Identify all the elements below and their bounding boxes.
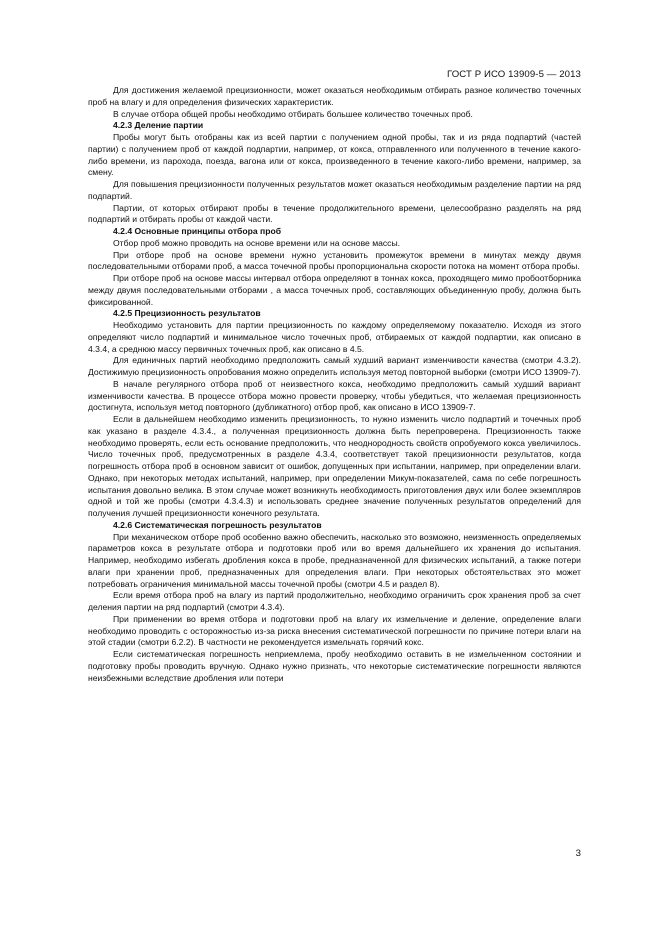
section-heading: 4.2.3 Деление партии [113,120,204,131]
paragraph: Отбор проб можно проводить на основе времени или на основе массы. [113,237,401,248]
paragraph: При отборе проб на основе времени нужно установить промежуток времени в минутах между двумя последовательными отборами проб, а масса точечной пробы пропорциональна скорости потока на момент отбора пробы. [88,249,581,272]
paragraph: Пробы могут быть отобраны как из всей партии с получением одной пробы, так и из ряда подпартий (частей партии) с получением проб от каждой подпартии, например, от кокса, отправленного или полученного в течение какого-либо времени, из парохода, поезда, вагона или от кокса, произведенного в течение какого-либо времени, например, за смену. [88,132,581,178]
section-heading: 4.2.4 Основные принципы отбора проб [113,226,281,236]
page-number: 3 [575,848,581,859]
document-header: ГОСТ Р ИСО 13909-5 — 2013 [446,69,581,80]
paragraph: Необходимо установить для партии прецизионность по каждому определяемому показателю. Исходя из этого определяют число подпартий и минимальное число точечных проб, отбираемых от каждой подпартии, как описано в 4.3.4, а среднюю массу первичных точечных проб, как описано в 4.5. [88,320,581,354]
paragraph: Если время отбора проб на влагу из партий продолжительно, необходимо ограничить срок хранения проб за счет деления партии на ряд подпартий (смотри 4.3.4). [88,590,581,612]
paragraph: Для единичных партий необходимо предположить самый худший вариант изменчивости качества (смотри 4.3.2). Достижимую прецизионность опробования можно определить используя метод повторной выборки (смотри ИСО 13909-7). [88,355,581,377]
paragraph: При применении во время отбора и подготовки проб на влагу их измельчение и деление, определение влаги необходимо проводить с осторожностью из-за риска внесения систематической погрешности по причине потери влаги на этой стадии (смотри 6.2.2). В частности не рекомендуется измельчать горячий кокс. [88,613,581,648]
document-body [88,85,581,684]
section-heading: 4.2.6 Систематическая погрешность результатов [113,519,322,530]
paragraph: В начале регулярного отбора проб от неизвестного кокса, необходимо предположить самый худший вариант изменчивости качества. В процессе отбора можно провести проверку, чтобы убедиться, что желаемая прецизионность достигнута, используя метод повторного (дубликатного) отбор проб, как описано в ИСО 13909-7. [88,378,581,413]
paragraph: Для достижения желаемой прецизионности, может оказаться необходимым отбирать разное количество точечных проб на влагу и для определения физических характеристик. [88,85,581,107]
paragraph: Если в дальнейшем необходимо изменить прецизионность, то нужно изменить число подпартий и точечных проб как указано в разделе 4.3.4., а полученная прецизионность должна быть перепроверена. Прецизионность также необходимо проверять, если есть основание предположить, что неоднородность свойств опробуемого кокса увеличилось. Число точечных проб, предусмотренных в разделе 4.3.4, соответствует такой прецизионности результатов, когда погрешность отбора проб в основном зависит от ошибок, допущенных при испытании, например, при определении влаги. Однако, при некоторых методах испытаний, например, при определении Микум-показателей, сама по себе погрешность испытания довольно велика. В этом случае может возникнуть необходимость приготовления двух или более экземпляров одной и той же пробы (смотри 4.3.4.3) и использовать среднее значение полученных результатов определений для получения лучшей прецизионности конечного результата. [88,414,581,518]
section-heading: 4.2.5 Прецизионность результатов [113,308,261,319]
paragraph: При механическом отборе проб особенно важно обеспечить, насколько это возможно, неизменность определяемых параметров кокса в результате отбора и подготовки проб или во время дальнейшего их хранения до испытания. Например, необходимо избегать дробления кокса в пробе, предназначенной для физических испытаний, а также потери влаги при хранении проб, предназначенных для определения влаги. При некоторых обстоятельствах это может потребовать ограничения минимальной массы точечной пробы (смотри 4.5 и раздел 8). [88,531,581,589]
paragraph: Если систематическая погрешность неприемлема, пробу необходимо оставить в не измельченном состоянии и подготовку пробы проводить вручную. Однако нужно признать, что некоторые систематические погрешности являются неизбежными вследствие дробления или потери [88,649,581,683]
paragraph: Для повышения прецизионности полученных результатов может оказаться необходимым разделение партии на ряд подпартий. [88,179,581,201]
paragraph: При отборе проб на основе массы интервал отбора определяют в тоннах кокса, проходящего мимо пробоотборника между двумя последовательными отборами , а масса точечных проб, составляющих объединенную пробу, должна быть фиксированной. [88,273,581,307]
paragraph: В случае отбора общей пробы необходимо отбирать большее количество точечных проб. [113,108,473,119]
paragraph: Партии, от которых отбирают пробы в течение продолжительного времени, целесообразно разделять на ряд подпартий и отбирать пробы от каждой части. [88,202,581,225]
